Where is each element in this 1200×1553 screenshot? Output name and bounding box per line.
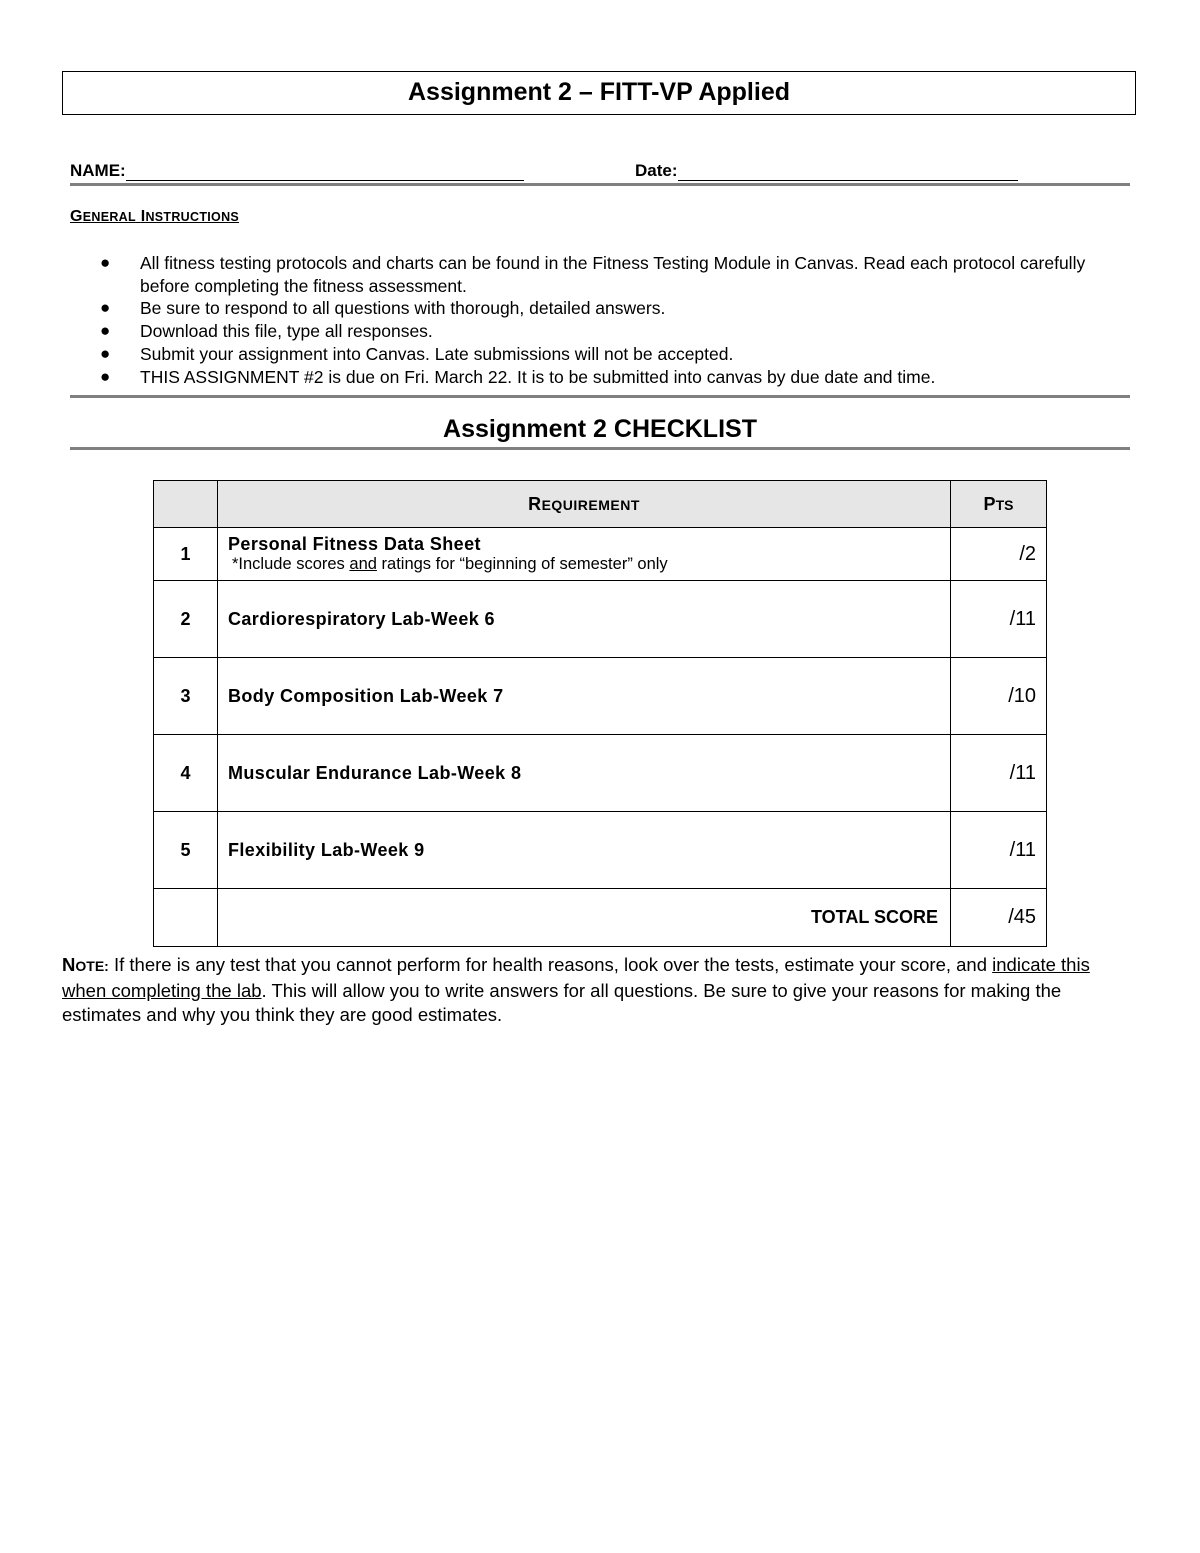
list-item: ● All fitness testing protocols and charts can be found in the Fitness Testing Module in Canvas. Read each protocol carefully before completing the fitness assessment. [100, 253, 1086, 296]
row-requirement: Body Composition Lab-Week 7 [218, 658, 951, 735]
row-requirement: Muscular Endurance Lab-Week 8 [218, 735, 951, 812]
list-item: ● Submit your assignment into Canvas. Late submissions will not be accepted. [100, 343, 734, 364]
row-points[interactable]: /11 [951, 812, 1047, 889]
header-points: PTS [951, 481, 1047, 528]
row-points[interactable]: /10 [951, 658, 1047, 735]
row-points[interactable]: /11 [951, 581, 1047, 658]
table-header-row [154, 481, 1047, 528]
general-instructions-heading: GENERAL INSTRUCTIONS [70, 208, 240, 225]
list-item: ● THIS ASSIGNMENT #2 is due on Fri. March 22. It is to be submitted into canvas by due date and time. [100, 366, 936, 387]
list-item: ● Be sure to respond to all questions with thorough, detailed answers. [100, 298, 666, 319]
header-number [154, 481, 218, 528]
checklist-table [153, 480, 1047, 947]
header-requirement: REQUIREMENT [218, 481, 951, 528]
row-note: *Include scores and ratings for “beginning of semester” only [232, 555, 668, 573]
name-label: NAME: [70, 161, 126, 180]
bullet-icon: ● [100, 321, 111, 341]
list-item: ● Download this file, type all responses. [100, 321, 433, 342]
date-label: Date: [635, 161, 678, 180]
table-row [154, 735, 1047, 812]
page-title: Assignment 2 – FITT-VP Applied [62, 71, 1136, 115]
total-row [154, 889, 1047, 947]
row-points[interactable]: /2 [951, 528, 1047, 581]
checklist-title: Assignment 2 CHECKLIST [443, 415, 757, 443]
row-number: 1 [154, 528, 218, 581]
total-score-label: TOTAL SCORE [218, 889, 951, 947]
bullet-icon: ● [100, 253, 111, 272]
row-points[interactable]: /11 [951, 735, 1047, 812]
row-number: 3 [154, 658, 218, 735]
row-requirement: Personal Fitness Data Sheet *Include scores and ratings for “beginning of semester” only [218, 528, 951, 581]
total-empty-cell [154, 889, 218, 947]
row-requirement: Flexibility Lab-Week 9 [218, 812, 951, 889]
row-number: 4 [154, 735, 218, 812]
divider [70, 447, 1130, 450]
row-requirement: Cardiorespiratory Lab-Week 6 [218, 581, 951, 658]
bullet-icon: ● [100, 343, 111, 363]
divider [70, 183, 1130, 186]
note-heading: NOTE: [62, 954, 109, 975]
name-field[interactable] [70, 161, 524, 181]
note-paragraph: NOTE: If there is any test that you cannot perform for health reasons, look over the tests, estimate your score, and indicate this when completing the lab. This will allow you to write answers for all questions. Be sure to give your reasons for making the estimates and why you think they are good estimates. [62, 954, 1090, 1025]
total-score-points[interactable]: /45 [951, 889, 1047, 947]
instructions-list [100, 252, 1130, 388]
date-field[interactable] [635, 161, 1018, 181]
name-blank-line[interactable] [126, 162, 524, 181]
table-row [154, 528, 1047, 581]
bullet-icon: ● [100, 366, 111, 386]
bullet-icon: ● [100, 298, 111, 318]
divider [70, 395, 1130, 398]
table-row [154, 658, 1047, 735]
table-row [154, 581, 1047, 658]
row-number: 5 [154, 812, 218, 889]
date-blank-line[interactable] [678, 162, 1018, 181]
table-row [154, 812, 1047, 889]
row-number: 2 [154, 581, 218, 658]
